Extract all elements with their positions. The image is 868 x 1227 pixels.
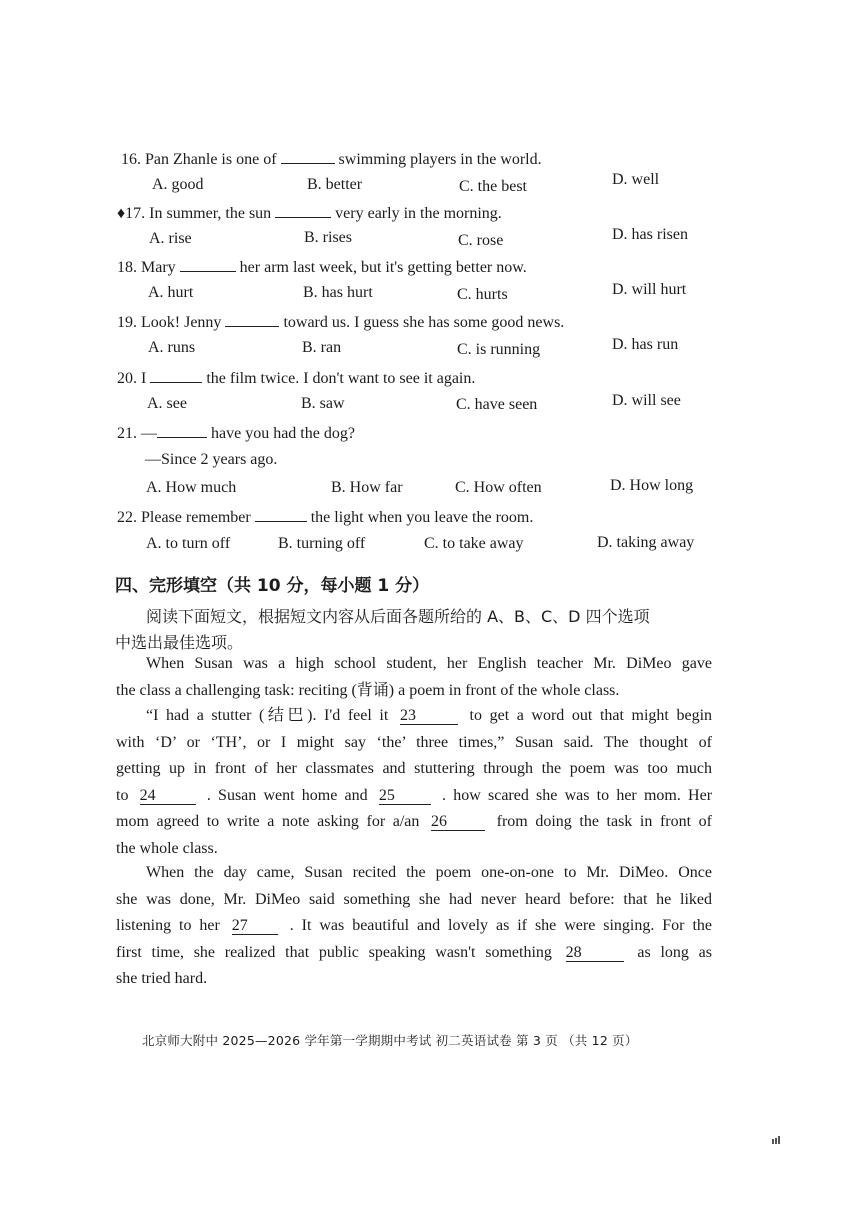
question-stem: 16. Pan Zhanle is one of [121, 151, 277, 168]
passage-paragraph-1 [116, 651, 712, 704]
passage-line: the whole class. [116, 839, 218, 857]
question-stem-rest: toward us. I guess she has some good news. [283, 314, 565, 331]
passage-line: When the day came, Susan recited the poem one-on-one to Mr. DiMeo. Once [146, 864, 712, 881]
passage-text: listening to her [116, 917, 220, 934]
option-d: D. has run [612, 336, 679, 353]
question-stem-rest: have you had the dog? [211, 425, 355, 442]
passage-line [116, 809, 712, 836]
question-stem: 18. Mary [117, 259, 176, 276]
question-stem: ♦17. In summer, the sun [117, 205, 272, 222]
option-c: C. have seen [456, 396, 538, 413]
option-a: A. runs [148, 339, 196, 356]
question-16 [121, 149, 542, 169]
option-d: D. taking away [597, 534, 695, 551]
answer-blank [157, 423, 207, 438]
option-b: B. better [307, 176, 363, 193]
passage-text: first time, she realized that public speaking wasn't something [116, 943, 552, 961]
option-a: A. How much [146, 479, 237, 496]
passage-text: . It was beautiful and lovely as if she were singing. For the [289, 917, 712, 934]
question-20 [117, 368, 475, 388]
question-21-reply: —Since 2 years ago. [145, 451, 278, 468]
question-22 [117, 507, 533, 527]
passage-paragraph-2 [116, 703, 712, 862]
option-a: A. to turn off [146, 535, 231, 552]
blank-27: 27 [232, 918, 278, 935]
passage-text: . how scared she was to her mom. Her [442, 786, 713, 804]
passage-line [116, 940, 712, 967]
blank-24: 24 [140, 788, 196, 805]
question-stem-rest: the film twice. I don't want to see it again. [206, 370, 476, 387]
question-stem-rest: her arm last week, but it's getting better now. [239, 259, 527, 276]
passage-line [116, 783, 712, 810]
question-21 [117, 423, 355, 443]
option-d: D. will hurt [612, 281, 687, 298]
answer-blank [225, 312, 279, 327]
instruction-line-2: 中选出最佳选项。 [115, 633, 244, 652]
passage-line: she was done, Mr. DiMeo said something she had never heard before: that he liked [116, 890, 712, 908]
answer-blank [180, 257, 236, 272]
option-c: C. to take away [424, 535, 524, 552]
passage-line: When Susan was a high school student, her English teacher Mr. DiMeo gave [146, 655, 712, 672]
passage-line: the class a challenging task: reciting (背诵) a poem in front of the whole class. [116, 681, 620, 699]
option-b: B. How far [331, 479, 403, 496]
instruction-line-1: 阅读下面短文，根据短文内容从后面各题所给的 A、B、C、D 四个选项 [146, 607, 650, 626]
option-a: A. rise [149, 230, 192, 247]
option-b: B. saw [301, 395, 345, 412]
question-18 [117, 257, 527, 277]
option-d: D. How long [610, 477, 694, 494]
passage-text: from doing the task in front of [496, 813, 712, 830]
question-stem: 19. Look! Jenny [117, 314, 222, 331]
passage-text: to get a word out that might begin [469, 707, 713, 724]
option-d: D. will see [612, 392, 681, 409]
passage-text: . Susan went home and [206, 786, 368, 804]
option-b: B. ran [302, 339, 342, 356]
option-c: C. How often [455, 479, 542, 496]
scan-mark-icon [772, 1136, 782, 1144]
page-footer: 北京师大附中 2025—2026 学年第一学期期中考试 初二英语试卷 第 3 页 （共 12 页） [142, 1033, 638, 1048]
passage-text: mom agreed to write a note asking for a/an [116, 813, 420, 830]
section-title: 四、完形填空（共 10 分，每小题 1 分） [115, 576, 430, 596]
passage-line: she tried hard. [116, 970, 208, 987]
question-stem-rest: swimming players in the world. [338, 151, 542, 168]
question-stem-rest: very early in the morning. [335, 205, 502, 222]
option-a: A. hurt [148, 284, 194, 301]
answer-blank [275, 203, 331, 218]
passage-text: “I had a stutter (结巴). I'd feel it [146, 707, 389, 724]
passage-line [116, 703, 712, 730]
blank-23: 23 [400, 708, 458, 725]
blank-26: 26 [431, 814, 485, 831]
option-a: A. see [147, 395, 187, 412]
option-c: C. the best [459, 178, 527, 195]
question-stem: 21. — [117, 425, 157, 442]
option-a: A. good [152, 176, 204, 193]
answer-blank [281, 149, 335, 164]
passage-text: as long as [637, 943, 712, 961]
option-c: C. is running [457, 341, 541, 358]
option-c: C. hurts [457, 286, 508, 303]
question-19 [117, 312, 564, 332]
option-b: B. rises [304, 229, 352, 246]
question-stem: 20. I [117, 370, 147, 387]
question-stem-rest: the light when you leave the room. [310, 509, 534, 526]
passage-text: to [116, 786, 129, 804]
option-d: D. has risen [612, 226, 688, 243]
blank-28: 28 [566, 945, 624, 962]
option-b: B. has hurt [303, 284, 373, 301]
option-d: D. well [612, 171, 660, 188]
question-17 [117, 203, 502, 223]
passage-paragraph-3 [116, 860, 712, 993]
passage-line: with ‘D’ or ‘TH’, or I might say ‘the’ three times,” Susan said. The thought of [116, 733, 712, 751]
option-b: B. turning off [278, 535, 366, 552]
question-stem: 22. Please remember [117, 509, 251, 526]
answer-blank [255, 507, 307, 522]
passage-line: getting up in front of her classmates and stuttering through the poem was too much [116, 760, 712, 777]
answer-blank [150, 368, 202, 383]
option-c: C. rose [458, 232, 504, 249]
blank-25: 25 [379, 788, 431, 805]
passage-line [116, 913, 712, 940]
